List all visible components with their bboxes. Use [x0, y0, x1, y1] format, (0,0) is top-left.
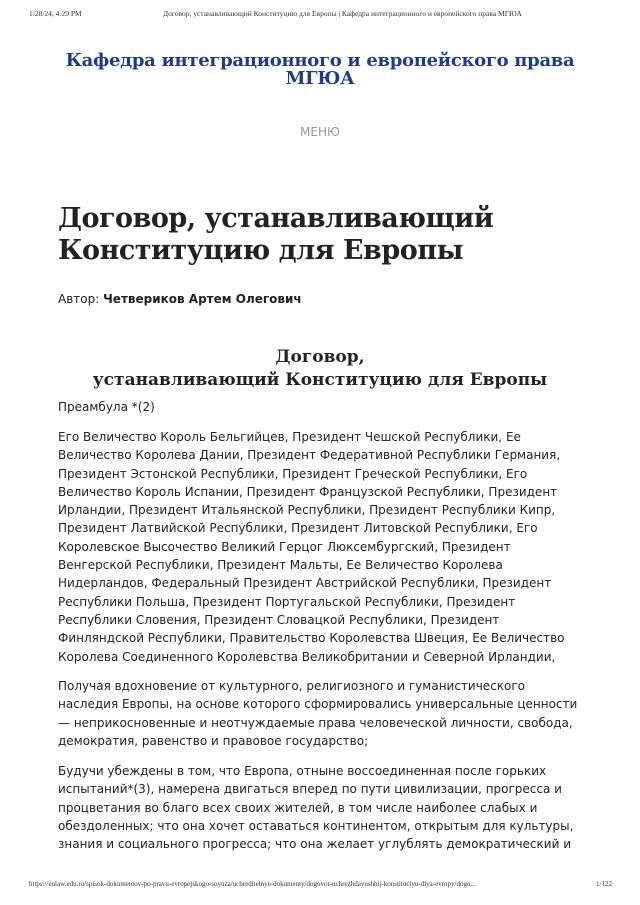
paragraph-line: Получая вдохновение от культурного, религиозного и гуманистического — [58, 679, 526, 693]
document-heading — [0, 346, 640, 392]
paragraph-2 — [58, 677, 577, 750]
paragraph-line: процветания во благо всех своих жителей, в том числе наиболее слабых и — [58, 800, 538, 815]
site-title-line1[interactable]: Кафедра интеграционного и европейского права — [65, 50, 575, 71]
paragraph-line: Королевское Высочество Великий Герцог Люксембургский, Президент — [58, 539, 511, 554]
paragraph-line: Республики Словения, Президент Словацкой Республики, Президент — [58, 612, 500, 627]
paragraph-line: Его Величество Король Бельгийцев, Президент Чешской Республики, Ее — [58, 430, 521, 444]
page-title-line2: Конституцию для Европы — [58, 235, 464, 266]
paragraph-line: — неприкосновенные и неотчуждаемые права человеческой личности, свобода, — [58, 715, 573, 730]
print-page-number: 1/122 — [596, 880, 612, 888]
paragraph-line: Королева Соединенного Королевства Великобритании и Северной Ирландии, — [58, 649, 556, 664]
author-line — [58, 292, 302, 306]
paragraph-line: наследия Европы, на основе которого сформировались универсальные ценности — [58, 697, 578, 712]
paragraph-line: Президент Эстонской Республики, Президент Греческой Республики, Его — [58, 466, 528, 481]
author-name[interactable]: Четвериков Артем Олегович — [103, 292, 302, 306]
paragraph-line: испытаний*(3), намерена двигаться вперед по пути цивилизации, прогресса и — [58, 782, 562, 797]
paragraph-line: демократия, равенство и правовое государство; — [58, 733, 369, 748]
paragraph-line: Нидерландов, Федеральный Президент Австрийской Республики, Президент — [58, 576, 552, 591]
paragraph-line: Президент Латвийской Республики, Президент Литовской Республики, Его — [58, 521, 538, 536]
site-title-line2[interactable]: МГЮА — [285, 68, 355, 89]
paragraph-line: Величество Королева Дании, Президент Федеративной Республики Германия, — [58, 448, 561, 463]
paragraph-line: знания и социального прогресса; что она желает углублять демократический и — [58, 837, 571, 852]
paragraph-1 — [58, 428, 565, 666]
page-title-line1: Договор, устанавливающий — [58, 203, 494, 234]
site-title[interactable] — [0, 52, 640, 88]
menu-button[interactable]: МЕНЮ — [300, 125, 340, 139]
paragraph-line: обездоленных; что она хочет оставаться континентом, открытым для культуры, — [58, 818, 574, 833]
paragraph-line: Ирландии, Президент Итальянской Республики, Президент Республики Кипр, — [58, 503, 556, 518]
paragraph-line: Республики Польша, Президент Португальской Республики, Президент — [58, 594, 516, 609]
author-label: Автор: — [58, 292, 100, 306]
paragraph-line: Венгерской Республики, Президент Мальты, Ее Величество Королева — [58, 558, 503, 573]
document-heading-line1: Договор, — [275, 347, 365, 367]
document-heading-line2: устанавливающий Конституцию для Европы — [92, 370, 548, 390]
paragraph-line: Финляндской Республики, Правительство Королевства Швеция, Ее Величество — [58, 631, 565, 646]
paragraph-3 — [58, 762, 573, 853]
print-url: https://eulaw.edu.ru/spisok-dokumentov-po-pravu-evropejskogo-soyuza/uchreditelnye-dokumenty/dogovor-uchrezhdayushhij-konstituciyu-dlya-evropy/dogo... — [29, 880, 476, 888]
page-title — [58, 203, 493, 267]
paragraph-line: Величество Король Испании, Президент Французской Республики, Президент — [58, 484, 558, 499]
print-datetime: 1/28/24, 4:29 PM — [29, 9, 82, 18]
paragraph-line: Будучи убеждены в том, что Европа, отныне воссоединенная после горьких — [58, 764, 547, 778]
preamble-label: Преамбула *(2) — [58, 400, 155, 414]
print-page-title: Договор, устанавливающий Конституцию для Европы | Кафедра интеграционного и европейского права МГЮА — [163, 9, 522, 18]
